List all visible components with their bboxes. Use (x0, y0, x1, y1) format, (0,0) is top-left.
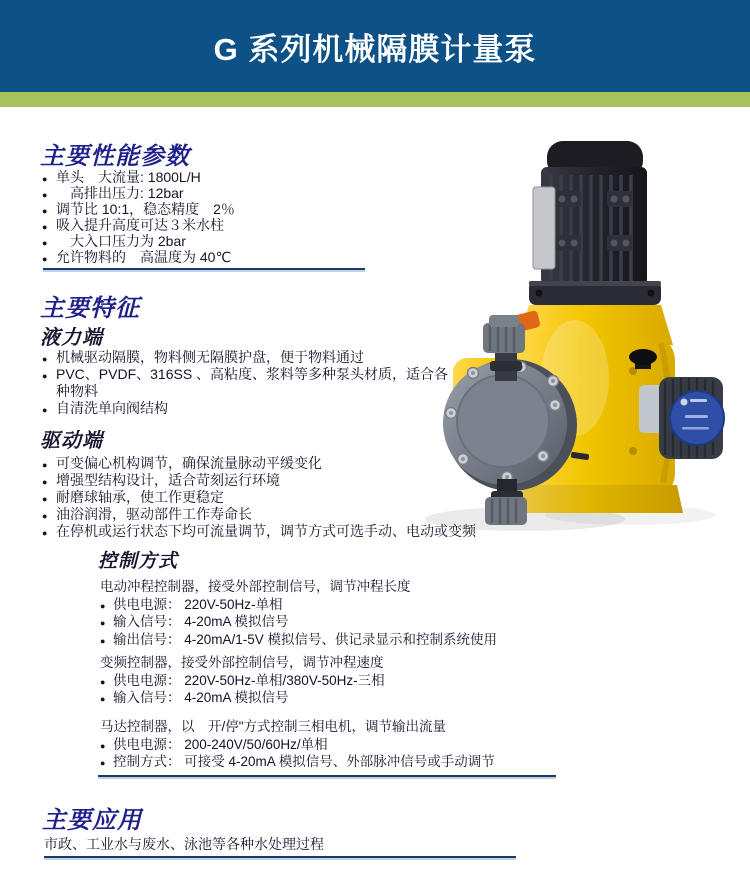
list-item: ● 高排出压力: 12bar (42, 185, 422, 201)
list-item: ● 油浴润滑，驱动部件工作寿命长 (42, 506, 582, 523)
applications-text: 市政、工业水与废水、泳池等各种水处理过程 (44, 836, 324, 852)
list-item: ● 机械驱动隔膜，物料侧无隔膜护盘，便于物料通过 (42, 349, 450, 366)
list-item: ● 输出信号： 4-20mA/1-5V 模拟信号、供记录显示和控制系统使用 (100, 631, 580, 649)
list-item: ● 耐磨球轴承，使工作更稳定 (42, 489, 582, 506)
control-group-intro: 马达控制器，以 开/停"方式控制三相电机，调节输出流量 (100, 719, 447, 734)
control-group-list (100, 596, 580, 649)
control-group-stroke-controller (100, 578, 580, 648)
list-item: ● 输入信号： 4-20mA 模拟信号 (100, 613, 580, 631)
control-group-intro: 变频控制器，接受外部控制信号，调节冲程速度 (100, 655, 384, 670)
list-item: ● 调节比 10:1，稳态精度 2％ (42, 201, 422, 217)
subheading-drive-end: 驱动端 (40, 430, 103, 452)
control-group-intro: 电动冲程控制器，接受外部控制信号，调节冲程长度 (100, 579, 411, 594)
motor-adapter-collar (529, 281, 661, 305)
list-item: ● 供电电源： 220V-50Hz-单相 (100, 596, 580, 614)
list-item: ● PVC、PVDF、316SS 、高粘度、浆料等多种泵头材质，适合各种物料 (42, 366, 450, 400)
performance-list (42, 169, 422, 265)
control-group-motor-controller (100, 718, 580, 771)
pump-product-photo (425, 133, 750, 533)
pump-motor (533, 141, 647, 285)
header-accent-stripe (0, 92, 750, 107)
control-group-list (100, 736, 580, 771)
list-item: ● 输入信号： 4-20mA 模拟信号 (100, 689, 580, 707)
section-divider (44, 856, 516, 858)
list-item: ● 自清洗单向阀结构 (42, 400, 450, 417)
section-heading-features: 主要特征 (40, 295, 140, 322)
control-group-list (100, 672, 580, 707)
section-heading-performance: 主要性能参数 (40, 143, 190, 170)
subheading-control-method: 控制方式 (98, 551, 179, 572)
list-item: ● 可变偏心机构调节，确保流量脉动平缓变化 (42, 455, 582, 472)
control-group-vfd-controller (100, 654, 580, 707)
list-item: ● 供电电源： 220V-50Hz-单相/380V-50Hz-三相 (100, 672, 580, 690)
list-item: ● 增强型结构设计，适合苛刻运行环境 (42, 472, 582, 489)
list-item: ● 单头 大流量: 1800L/H (42, 169, 422, 185)
header-banner (0, 0, 750, 92)
section-divider (43, 268, 365, 270)
section-divider (98, 775, 556, 777)
list-item: ● 供电电源： 200-240V/50/60Hz/单相 (100, 736, 580, 754)
list-item: ● 允许物料的 高温度为 40℃ (42, 249, 422, 265)
page-title: G 系列机械隔膜计量泵 (213, 31, 537, 67)
section-heading-applications: 主要应用 (42, 807, 142, 834)
subheading-hydraulic-end: 液力端 (40, 327, 103, 349)
list-item: ● 大入口压力为 2bar (42, 233, 422, 249)
hydraulic-feature-list (42, 349, 450, 417)
list-item: ● 在停机或运行状态下均可流量调节，调节方式可选手动、电动或变频 (42, 523, 582, 540)
pump-illustration (425, 133, 750, 533)
list-item: ● 控制方式： 可接受 4-20mA 模拟信号、外部脉冲信号或手动调节 (100, 753, 580, 771)
list-item: ● 吸入提升高度可达３米水柱 (42, 217, 422, 233)
motor-terminal-panel (533, 187, 555, 269)
